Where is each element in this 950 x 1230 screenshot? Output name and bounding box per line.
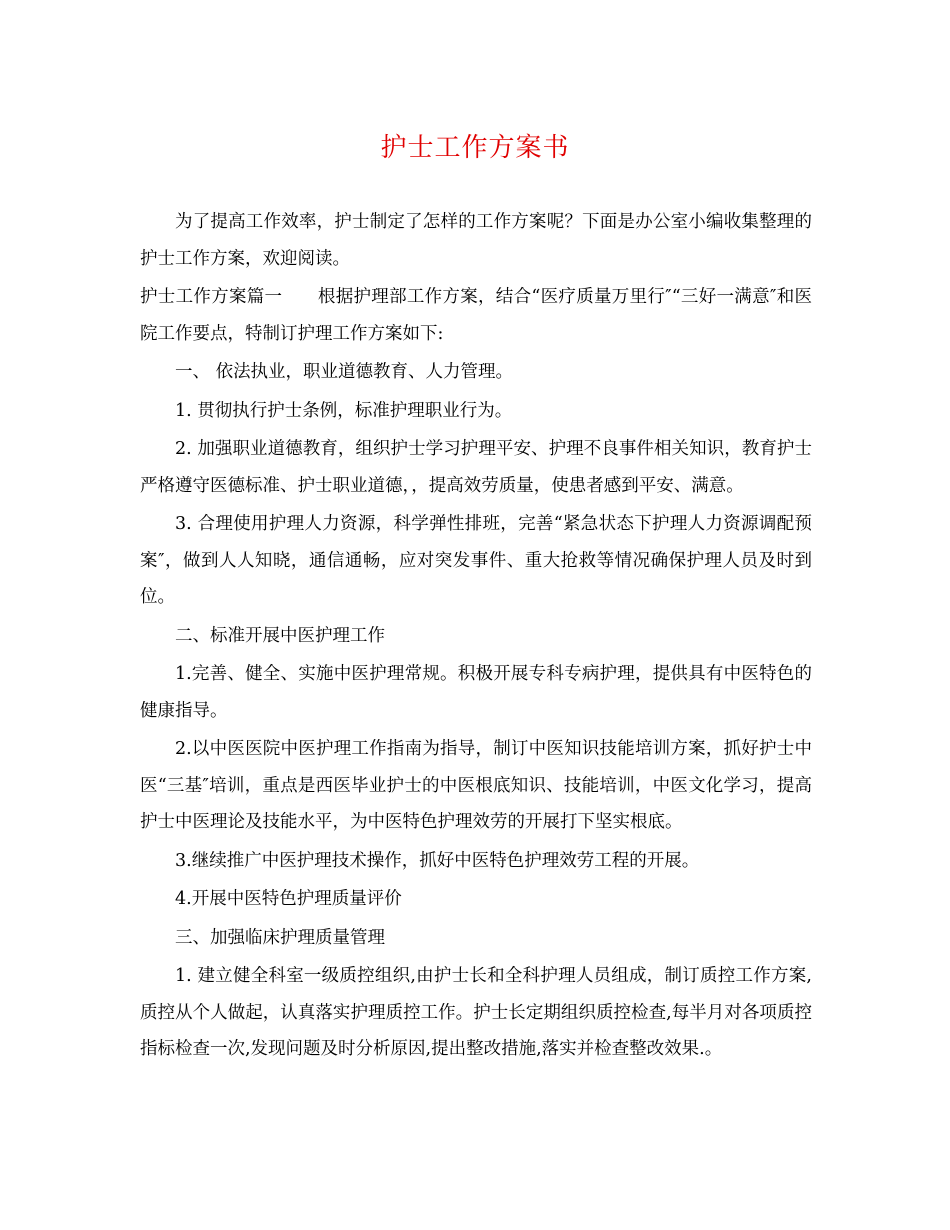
list-item: 1.完善、健全、实施中医护理常规。积极开展专科专病护理，提供具有中医特色的健康指导。	[140, 664, 812, 721]
section-heading-1: 一、 依法执业，职业道德教育、人力管理。	[175, 362, 514, 382]
section-heading-3: 三、加强临床护理质量管理	[175, 927, 385, 948]
section-heading-2: 二、标准开展中医护理工作	[175, 625, 385, 646]
list-item: 1. 贯彻执行护士条例，标准护理职业行为。	[175, 400, 513, 421]
list-item: 2.以中医医院中医护理工作指南为指导，制订中医知识技能培训方案，抓好护士中医“三基″培训，重点是西医毕业护士的中医根底知识、技能培训，中医文化学习，提高护士中医理论及技能水平，为中医特色护理效劳的开展打下坚实根底。	[140, 739, 812, 832]
paragraph-intro: 为了提高工作效率，护士制定了怎样的工作方案呢？下面是办公室小编收集整理的护士工作方案，欢迎阅读。	[140, 212, 812, 269]
document-title: 护士工作方案书	[380, 133, 570, 163]
list-item: 3.继续推广中医护理技术操作，抓好中医特色护理效劳工程的开展。	[175, 850, 700, 871]
list-item: 4.开展中医特色护理质量评价	[175, 889, 402, 909]
list-item: 3. 合理使用护理人力资源，科学弹性排班，完善“紧急状态下护理人力资源调配预案″，做到人人知晓，通信通畅，应对突发事件、重大抢救等情况确保护理人员及时到位。	[140, 514, 812, 607]
document-body	[140, 204, 812, 1068]
list-item: 2. 加强职业道德教育，组织护士学习护理平安、护理不良事件相关知识，教育护士严格遵守医德标准、护士职业道德，，提高效劳质量，使患者感到平安、满意。	[140, 439, 812, 496]
paragraph-plan-one: 护士工作方案篇一 根据护理部工作方案，结合“医疗质量万里行″“三好一满意″和医院工作要点，特制订护理工作方案如下:	[140, 287, 812, 344]
list-item: 1. 建立健全科室一级质控组织,由护士长和全科护理人员组成，制订质控工作方案, 质控从个人做起，认真落实护理质控工作。护士长定期组织质控检查,每半月对各项质控指标检查一次,发现问题及时分析原因,提出整改措施,落实并检查整改效果.。	[140, 966, 812, 1059]
